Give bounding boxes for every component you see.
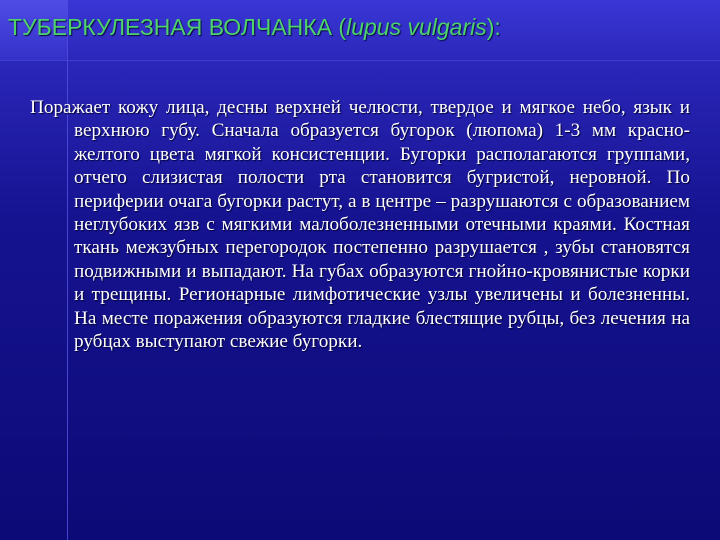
decorative-horizontal-line (0, 60, 720, 61)
slide-title-latin: lupus vulgaris (346, 14, 487, 40)
slide-title-end: ): (486, 14, 501, 40)
slide-title (8, 14, 501, 41)
slide-title-main: ТУБЕРКУЛЕЗНАЯ ВОЛЧАНКА ( (8, 14, 347, 40)
slide-body-text: Поражает кожу лица, десны верхней челюсти, твердое и мягкое небо, язык и верхнюю губу. Сначала образуется бугорок (люпома) 1-3 мм красно-желтого цвета мягкой консистенции. Бугорки располагаются группами, отчего слизистая полости рта становится бугристой, неровной. По периферии очага бугорки растут, а в центре – разрушаются с образованием неглубоких язв с мягкими малоболезненными отечными краями. Костная ткань межзубных перегородок постепенно разрушается , зубы становятся подвижными и выпадают. На губах образуются гнойно-кровянистые корки и трещины. Регионарные лимфотические узлы увеличены и болезненны. На месте поражения образуются гладкие блестящие рубцы, без лечения на рубцах выступают свежие бугорки. (30, 97, 690, 353)
